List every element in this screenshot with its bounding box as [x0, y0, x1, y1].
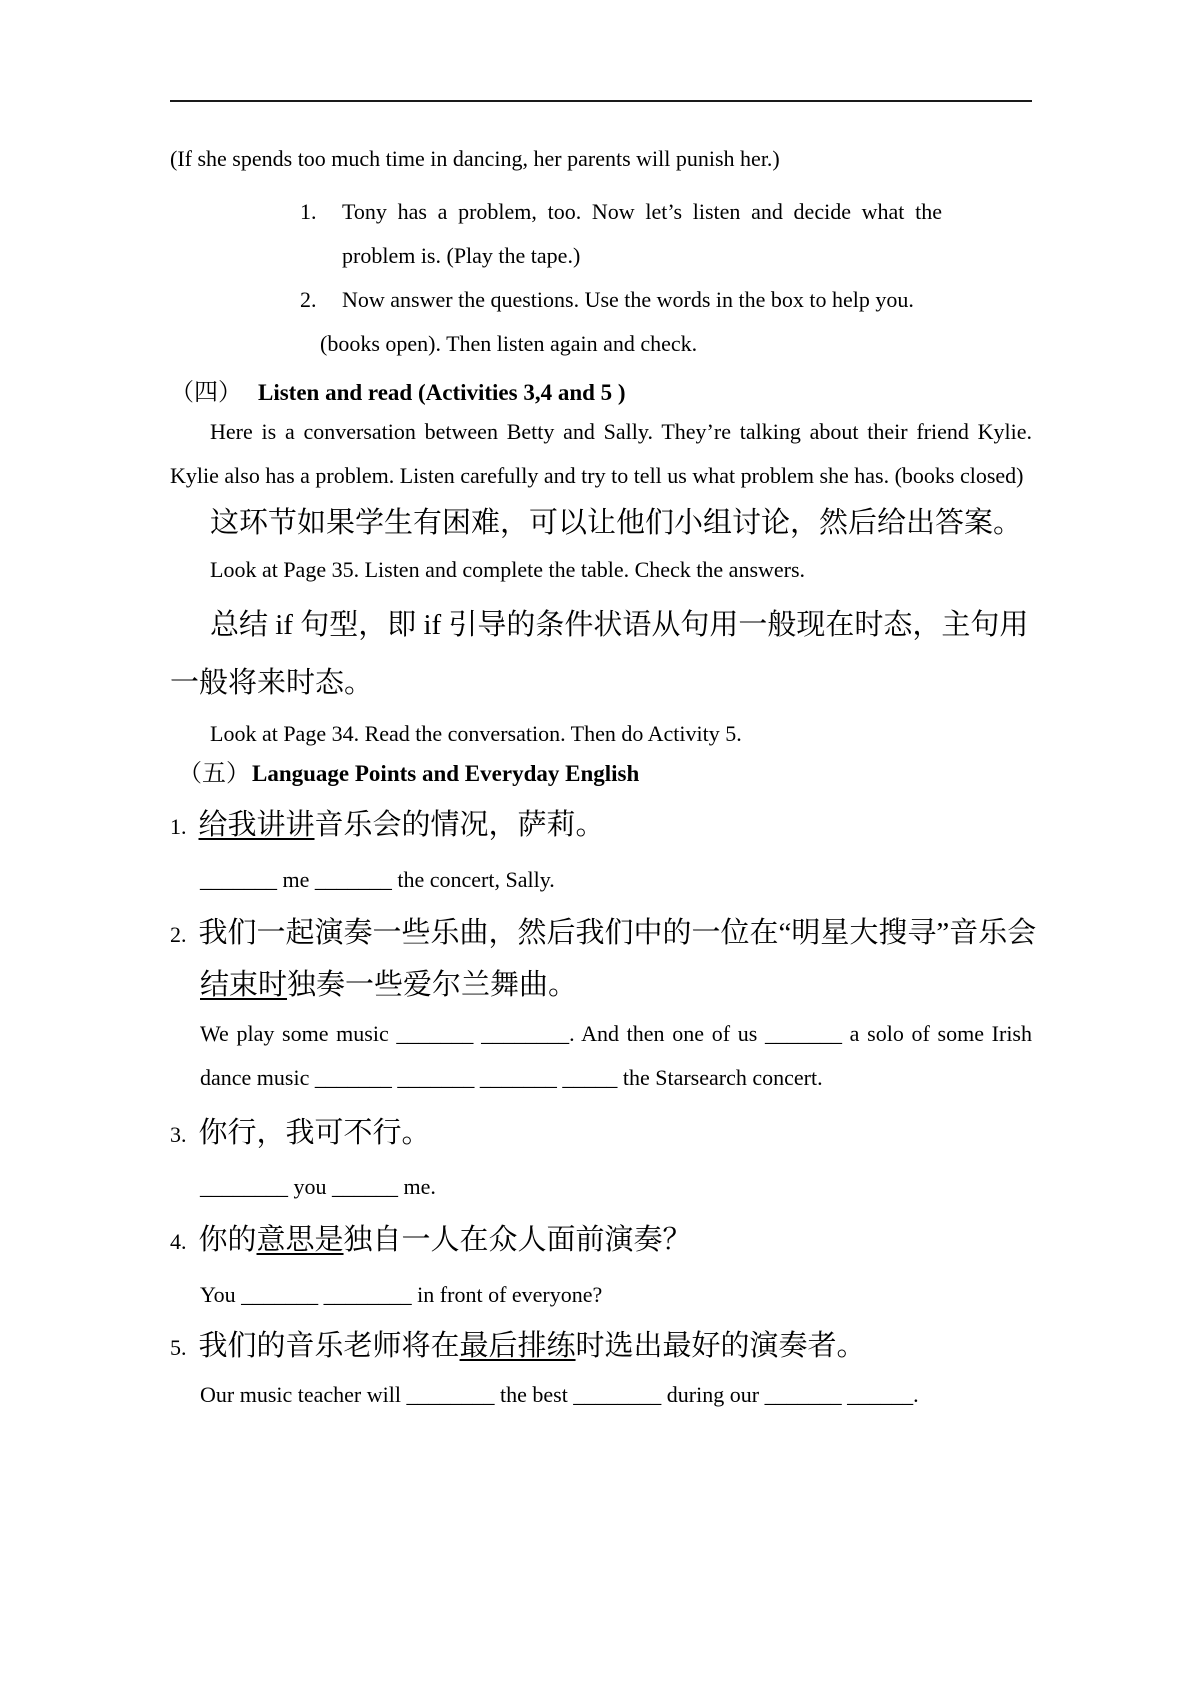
point-4-cn-underlined: 意思是 — [256, 1224, 344, 1256]
list-item-2-line1: Now answer the questions. Use the words in the box to help you. — [342, 287, 914, 312]
point-2-cn-line2 — [170, 960, 1032, 1010]
list-item-2-line2: (books open). Then listen again and check. — [320, 331, 698, 356]
list-item-2-number: 2. — [300, 287, 317, 312]
list-item-1-number: 1. — [300, 199, 317, 224]
point-2-cn-underlined: 结束时 — [200, 969, 288, 1001]
point-4-en: You _______ ________ in front of everyone? — [200, 1282, 603, 1307]
point-3-cn-text: 你行，我可不行。 — [198, 1117, 431, 1149]
section-5-title: Language Points and Everyday English — [252, 761, 640, 786]
list-item-2 — [300, 278, 942, 366]
point-3-number: 3. — [170, 1122, 187, 1147]
point-5-cn-underlined: 最后排练 — [459, 1330, 576, 1362]
cn-note-2-line1: 总结 if 句型，即 if 引导的条件状语从句用一般现在时态，主句用 — [210, 609, 1029, 641]
point-1-en: _______ me _______ the concert, Sally. — [200, 867, 555, 892]
list-item-1 — [300, 190, 942, 278]
look-page-35-line: Look at Page 35. Listen and complete the table. Check the answers. — [210, 557, 806, 582]
point-2-cn-line2-rest: 独奏一些爱尔兰舞曲。 — [287, 969, 578, 1001]
list-item-1-text: Tony has a problem, too. Now let’s listen and decide what the problem is. (Play the tape.) — [342, 199, 942, 268]
point-1-cn-rest: 音乐会的情况，萨莉。 — [314, 809, 605, 841]
section-5-marker: （五） — [178, 761, 250, 787]
section-5-heading — [170, 756, 1032, 792]
point-3-cn — [170, 1108, 1032, 1160]
point-4-number: 4. — [170, 1229, 187, 1254]
point-1-number: 1. — [170, 814, 187, 839]
section-4-heading — [170, 376, 1032, 410]
section-4-marker: （四） — [170, 380, 242, 406]
cn-note-2-line2: 一般将来时态。 — [170, 667, 374, 699]
point-2-cn-line1-text: 我们一起演奏一些乐曲，然后我们中的一位在“明星大搜寻”音乐会 — [198, 917, 1037, 949]
point-3-en: ________ you ______ me. — [200, 1174, 436, 1199]
point-2-cn-line1 — [170, 908, 1037, 960]
header-rule — [170, 100, 1032, 102]
point-1-cn — [170, 800, 1032, 852]
section-4-title: Listen and read (Activities 3,4 and 5 ) — [258, 380, 626, 405]
intro-paragraph: Here is a conversation between Betty and Sally. They’re talking about their friend Kylie. Kylie also has a problem. Listen carefully and try to tell us what problem she has. (books closed) — [170, 419, 1032, 488]
point-5-number: 5. — [170, 1335, 187, 1360]
cn-note-1: 这环节如果学生有困难，可以让他们小组讨论，然后给出答案。 — [210, 507, 1023, 539]
point-4-cn — [170, 1215, 1032, 1267]
point-1-cn-underlined: 给我讲讲 — [198, 809, 315, 841]
point-4-cn-rest: 独自一人在众人面前演奏？ — [343, 1224, 692, 1256]
point-4-cn-pre: 你的 — [198, 1224, 257, 1256]
look-page-34-line: Look at Page 34. Read the conversation. Then do Activity 5. — [210, 721, 742, 746]
point-5-cn-rest: 时选出最好的演奏者。 — [575, 1330, 866, 1362]
cn-note-2 — [170, 596, 1032, 712]
note-line: (If she spends too much time in dancing, her parents will punish her.) — [170, 146, 780, 171]
point-5-en: Our music teacher will ________ the best ________ during our _______ ______. — [200, 1382, 919, 1407]
point-5-cn-pre: 我们的音乐老师将在 — [198, 1330, 460, 1362]
point-2-number: 2. — [170, 922, 187, 947]
point-2-en: We play some music _______ ________. And then one of us _______ a solo of some Irish dance music _______ _______ _______ _____ the Starsearch concert. — [200, 1021, 1032, 1090]
point-5-cn — [170, 1321, 1032, 1373]
